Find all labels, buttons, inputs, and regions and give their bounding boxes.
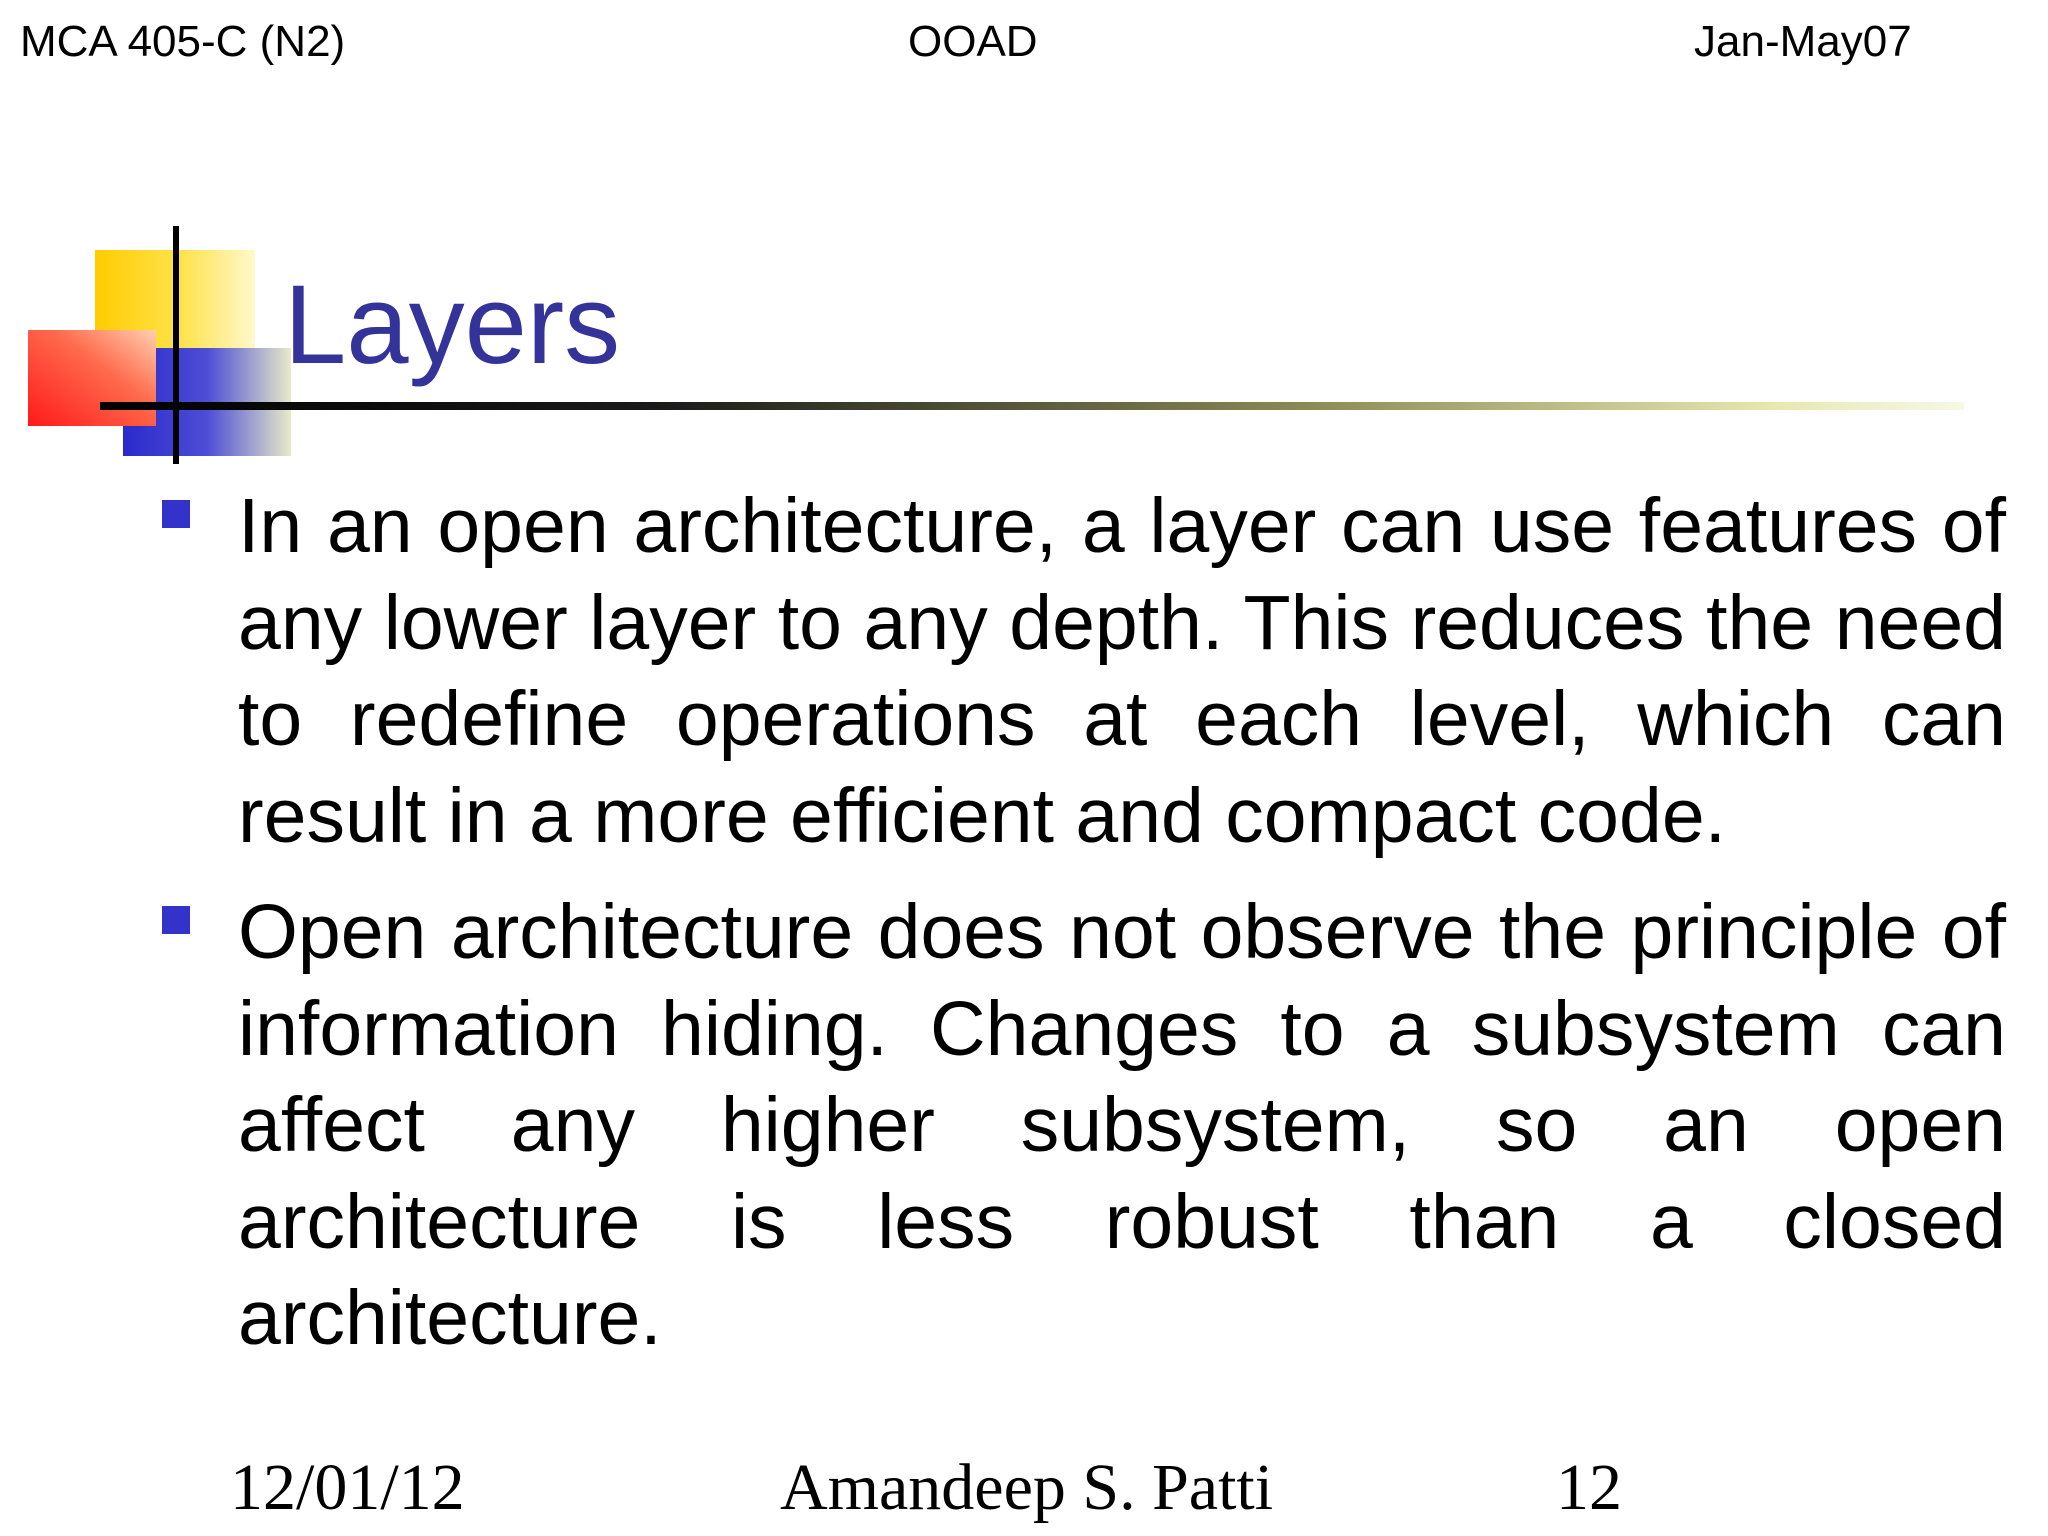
- bullet-item: [158, 884, 2006, 1367]
- square-bullet-icon: [162, 906, 190, 934]
- footer-page-number: 12: [1556, 1451, 1622, 1524]
- title-underline: [100, 402, 1964, 410]
- bullet-text: Open architecture does not observe the principle of information hiding. Changes to a subsystem can affect any higher subsystem, so an open architecture is less robust than a closed architecture.: [238, 889, 2006, 1361]
- slide-title: Layers: [284, 262, 621, 387]
- bullet-item: [158, 478, 2006, 864]
- footer-date: 12/01/12: [230, 1451, 465, 1524]
- bullet-list: [158, 478, 2006, 1367]
- crosshair-vertical: [173, 226, 179, 464]
- square-bullet-icon: [162, 500, 190, 528]
- bullet-text: In an open architecture, a layer can use features of any lower layer to any depth. This reduces the need to redefine operations at each level, which can result in a more efficient and compact code.: [238, 483, 2006, 859]
- footer-author: Amandeep S. Patti: [780, 1451, 1274, 1524]
- header-subject: OOAD: [908, 17, 1038, 66]
- title-decoration-logo: [0, 0, 320, 470]
- header-term: Jan-May07: [1694, 17, 1912, 66]
- red-square: [28, 330, 156, 426]
- header-course: MCA 405-C (N2): [20, 17, 346, 66]
